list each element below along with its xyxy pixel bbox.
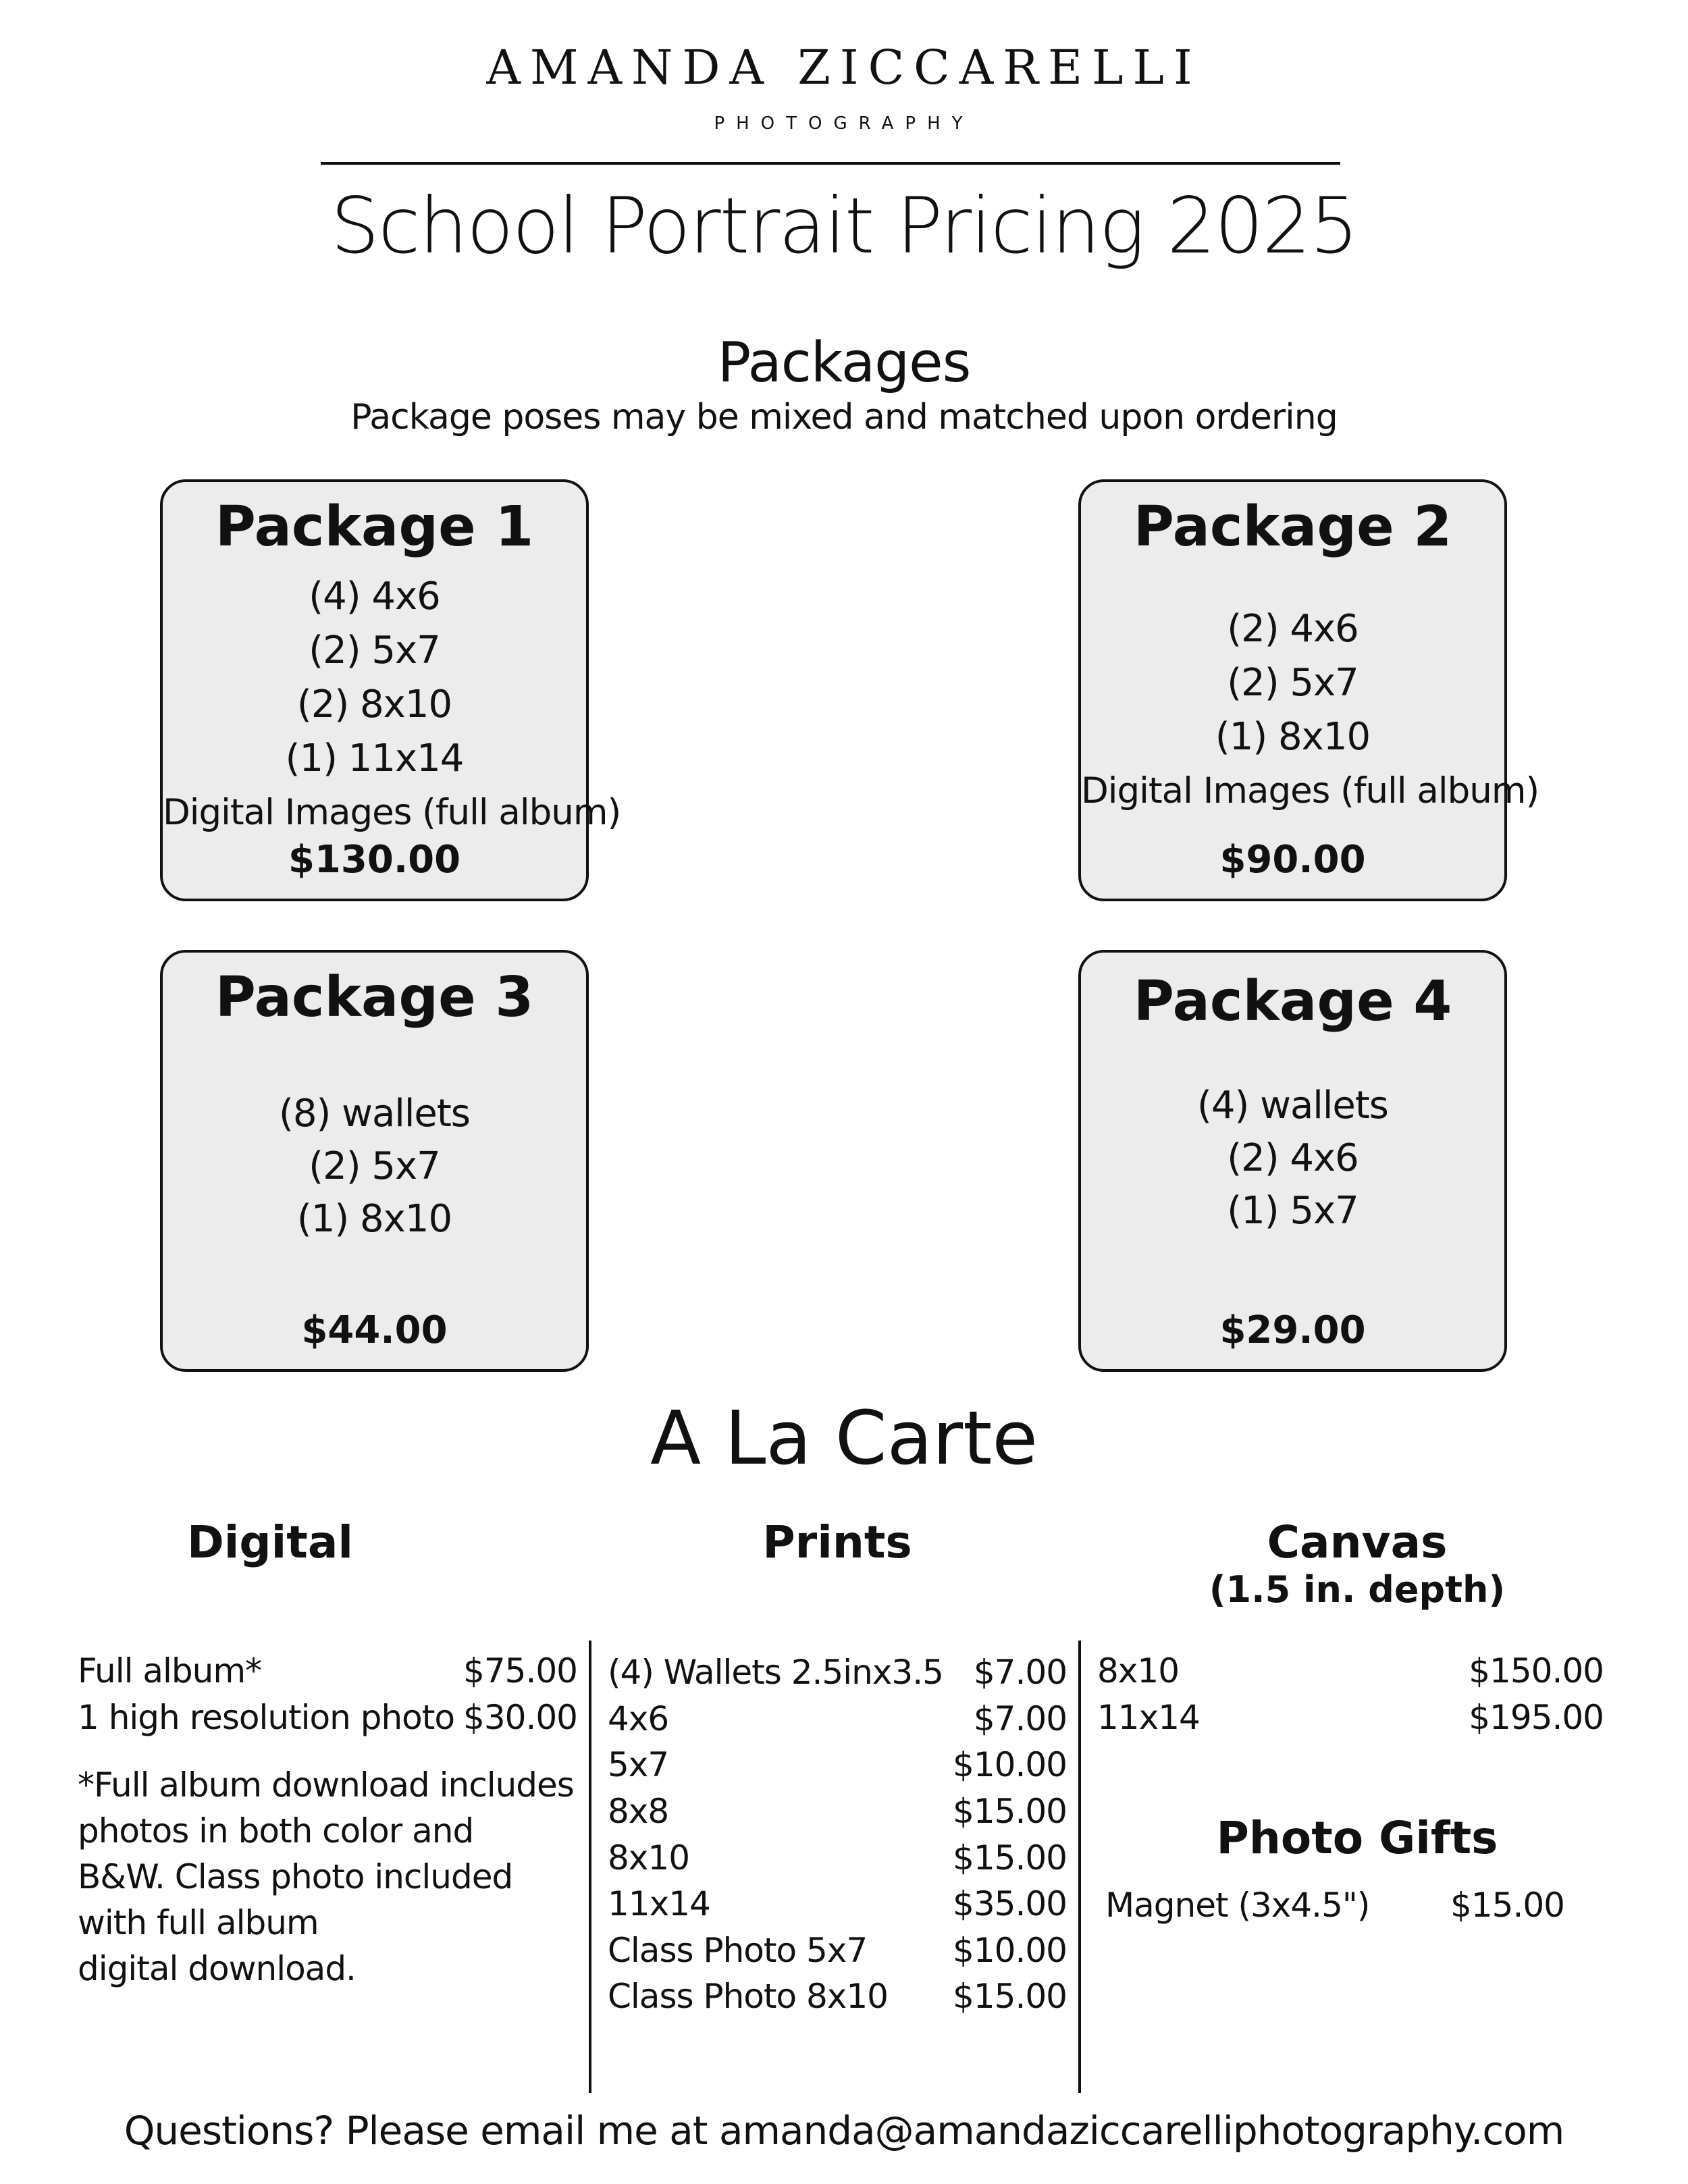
note-line: photos in both color and: [78, 1811, 474, 1850]
package-card-4: [1078, 950, 1507, 1372]
package-item: (2) 8x10: [296, 683, 452, 726]
item-price: $15.00: [953, 1838, 1067, 1877]
packages-heading: Packages: [717, 331, 971, 395]
contact-line: Questions? Please email me at amanda@amandaziccarelliphotography.com: [124, 2108, 1564, 2154]
package-card-2: [1078, 479, 1539, 901]
package-item: (2) 4x6: [1227, 1136, 1359, 1180]
prints-row: [608, 1743, 1067, 1786]
package-item: (1) 8x10: [1215, 715, 1371, 759]
brand-tagline: PHOTOGRAPHY: [714, 113, 974, 134]
package-title: Package 2: [1133, 495, 1452, 559]
item-price: $35.00: [953, 1884, 1067, 1923]
column-divider-right: [1078, 1641, 1081, 2093]
item-price: $75.00: [463, 1651, 577, 1690]
prints-row: [608, 1929, 1067, 1972]
item-label: 11x14: [608, 1884, 710, 1923]
note-line: with full album: [78, 1903, 319, 1942]
item-price: $150.00: [1469, 1651, 1604, 1690]
prints-row: [608, 1975, 1067, 2018]
package-item: (2) 5x7: [1227, 661, 1359, 705]
canvas-subheading: (1.5 in. depth): [1209, 1568, 1506, 1611]
package-item: (2) 5x7: [309, 629, 440, 672]
item-label: Full album*: [78, 1651, 262, 1690]
package-item: (4) wallets: [1197, 1084, 1388, 1127]
item-label: 8x10: [1097, 1651, 1180, 1690]
package-items: [1081, 1080, 1504, 1237]
package-card-3: [160, 950, 589, 1372]
digital-row: [78, 1696, 577, 1739]
a-la-carte-heading: A La Carte: [650, 1395, 1038, 1481]
packages-subheading: Package poses may be mixed and matched upon ordering: [350, 397, 1338, 437]
package-item: (8) wallets: [279, 1092, 470, 1136]
package-item: (1) 11x14: [285, 737, 464, 780]
package-title: Package 4: [1133, 969, 1452, 1034]
header-divider: [321, 162, 1340, 165]
package-items: [163, 570, 621, 840]
prints-row: [608, 1651, 1067, 1694]
package-item: (2) 5x7: [309, 1144, 440, 1188]
item-price: $7.00: [973, 1699, 1067, 1738]
item-price: $195.00: [1469, 1698, 1604, 1737]
item-price: $15.00: [953, 1792, 1067, 1831]
item-label: Class Photo 8x10: [608, 1977, 888, 2016]
note-line: *Full album download includes: [78, 1765, 574, 1805]
package-item: (4) 4x6: [309, 575, 440, 618]
package-item: (1) 8x10: [296, 1197, 452, 1241]
item-label: 1 high resolution photo: [78, 1698, 454, 1737]
prints-row: [608, 1790, 1067, 1833]
digital-note: [78, 1762, 577, 1992]
package-price: $130.00: [288, 838, 461, 882]
note-line: digital download.: [78, 1949, 356, 1988]
digital-row: [78, 1649, 577, 1693]
canvas-row: [1097, 1649, 1604, 1693]
item-label: 8x10: [608, 1838, 690, 1877]
photo-gift-row: [1105, 1884, 1564, 1927]
item-label: Magnet (3x4.5"): [1105, 1886, 1370, 1925]
prints-row: [608, 1882, 1067, 1925]
package-title: Package 1: [215, 495, 534, 559]
package-item: (1) 5x7: [1227, 1189, 1359, 1233]
package-price: $90.00: [1219, 838, 1366, 882]
prints-row: [608, 1697, 1067, 1740]
page-title: School Portrait Pricing 2025: [330, 181, 1358, 271]
brand-name: AMANDA ZICCARELLI: [486, 40, 1202, 95]
package-title: Package 3: [215, 965, 534, 1030]
package-item: (2) 4x6: [1227, 607, 1359, 651]
column-divider-left: [589, 1641, 591, 2093]
canvas-heading: Canvas: [1267, 1516, 1448, 1568]
canvas-row: [1097, 1696, 1604, 1739]
package-items: [163, 1088, 586, 1246]
item-label: 11x14: [1097, 1698, 1200, 1737]
package-item: Digital Images (full album): [1081, 770, 1539, 811]
prints-heading: Prints: [762, 1516, 912, 1568]
package-items: [1081, 602, 1539, 818]
item-label: 4x6: [608, 1699, 669, 1738]
item-price: $30.00: [463, 1698, 577, 1737]
item-price: $15.00: [953, 1977, 1067, 2016]
item-label: 5x7: [608, 1745, 669, 1784]
item-price: $15.00: [1450, 1886, 1564, 1925]
item-label: (4) Wallets 2.5inx3.5: [608, 1653, 943, 1692]
item-price: $10.00: [953, 1745, 1067, 1784]
photo-gifts-heading: Photo Gifts: [1216, 1812, 1498, 1864]
package-card-1: [160, 479, 621, 901]
item-price: $7.00: [973, 1653, 1067, 1692]
digital-heading: Digital: [187, 1516, 353, 1568]
prints-row: [608, 1836, 1067, 1880]
package-item: Digital Images (full album): [163, 792, 621, 833]
item-label: Class Photo 5x7: [608, 1931, 868, 1970]
note-line: B&W. Class photo included: [78, 1857, 513, 1896]
package-price: $44.00: [301, 1308, 448, 1352]
package-price: $29.00: [1219, 1308, 1366, 1352]
item-price: $10.00: [953, 1931, 1067, 1970]
item-label: 8x8: [608, 1792, 669, 1831]
